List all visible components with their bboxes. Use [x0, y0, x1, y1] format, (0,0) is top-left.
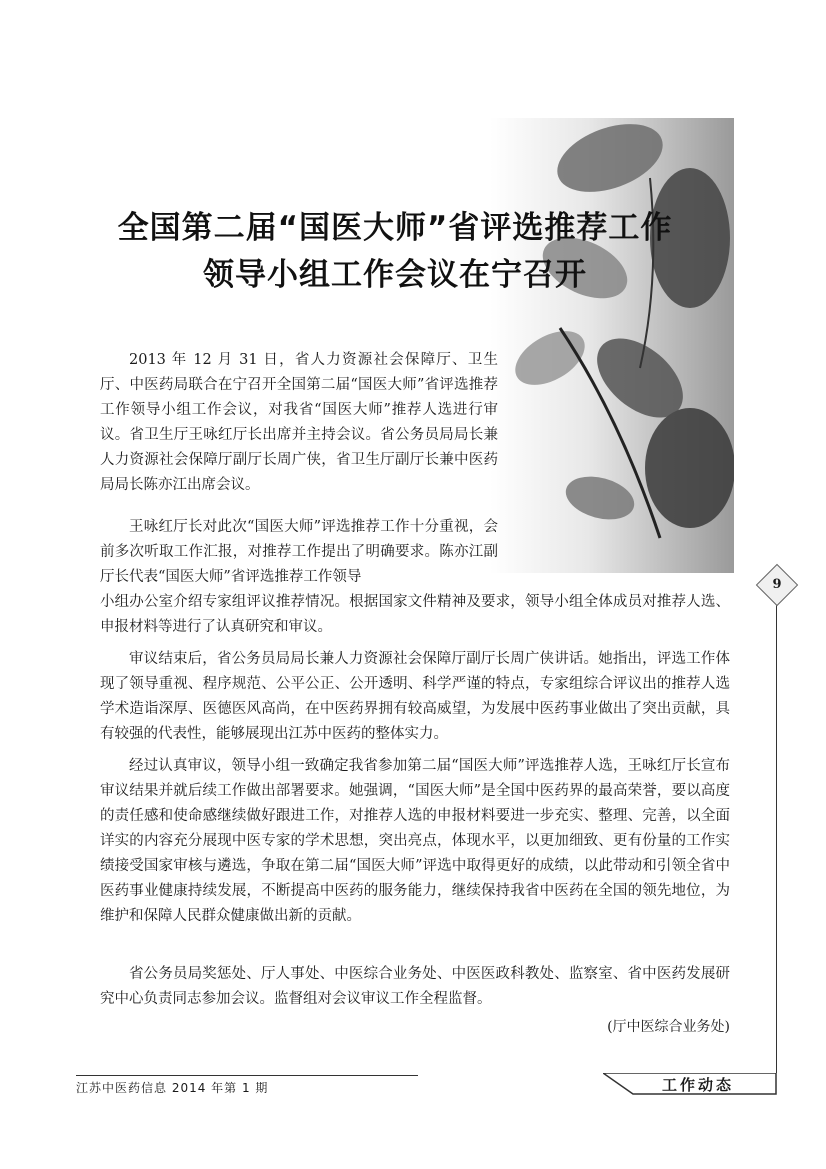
title-line-2: 领导小组工作会议在宁召开: [203, 257, 587, 293]
right-margin-rule: [776, 600, 777, 1095]
paragraph-2-continued: 小组办公室介绍专家组评议推荐情况。根据国家文件精神及要求，领导小组全体成员对推荐人选、申报材料等进行了认真研究和审议。: [100, 594, 730, 635]
page-number: 9: [772, 577, 782, 592]
title-line-1: 全国第二届“国医大师”省评选推荐工作: [117, 210, 673, 246]
paragraph-4: 经过认真审议，领导小组一致确定我省参加第二届“国医大师”评选推荐人选，王咏红厅长宣布审议结果并就后续工作做出部署要求。她强调，“国医大师”是全国中医药界的最高荣誉，要以高度的责任感和使命感继续做好跟进工作，对推荐人选的申报材料要进一步充实、整理、完善，以全面详实的内容充分展现中医专家的学术思想，突出亮点，体现水平，以更加细致、更有份量的工作实绩接受国家审核与遴选，争取在第二届“国医大师”评选中取得更好的成绩，以此带动和引领全省中医药事业健康持续发展，不断提高中医药的服务能力，继续保持我省中医药在全国的领先地位，为维护和保障人民群众健康做出新的贡献。: [100, 758, 730, 924]
footer-rule: [76, 1075, 418, 1076]
footer-journal: 江苏中医药信息 2014 年第 1 期: [76, 1081, 269, 1095]
paragraph-2: 王咏红厅长对此次“国医大师”评选推荐工作十分重视，会前多次听取工作汇报，对推荐工作提出了明确要求。陈亦江副厅长代表“国医大师”省评选推荐工作领导: [100, 519, 498, 585]
article-title: [90, 205, 700, 299]
paragraph-1: 2013 年 12 月 31 日，省人力资源社会保障厅、卫生厅、中医药局联合在宁召开全国第二届“国医大师”省评选推荐工作领导小组工作会议，对我省“国医大师”推荐人选进行审议。省卫生厅王咏红厅长出席并主持会议。省公务员局局长兼人力资源社会保障厅副厅长周广侠，省卫生厅副厅长兼中医药局局长陈亦江出席会议。: [100, 352, 498, 493]
footer-section-label: 工作动态: [662, 1076, 735, 1094]
paragraph-5: 省公务员局奖惩处、厅人事处、中医综合业务处、中医医政科教处、监察室、省中医药发展研究中心负责同志参加会议。监督组对会议审议工作全程监督。: [100, 966, 730, 1007]
paragraph-3: 审议结束后，省公务员局局长兼人力资源社会保障厅副厅长周广侠讲话。她指出，评选工作体现了领导重视、程序规范、公平公正、公开透明、科学严谨的特点，专家组综合评议出的推荐人选学术造诣深厚、医德医风高尚，在中医药界拥有较高威望，为发展中医药事业做出了突出贡献，具有较强的代表性，能够展现出江苏中医药的整体实力。: [100, 651, 730, 742]
leaf-decoration-image: [490, 118, 734, 573]
signature: (厅中医综合业务处): [607, 1019, 730, 1035]
